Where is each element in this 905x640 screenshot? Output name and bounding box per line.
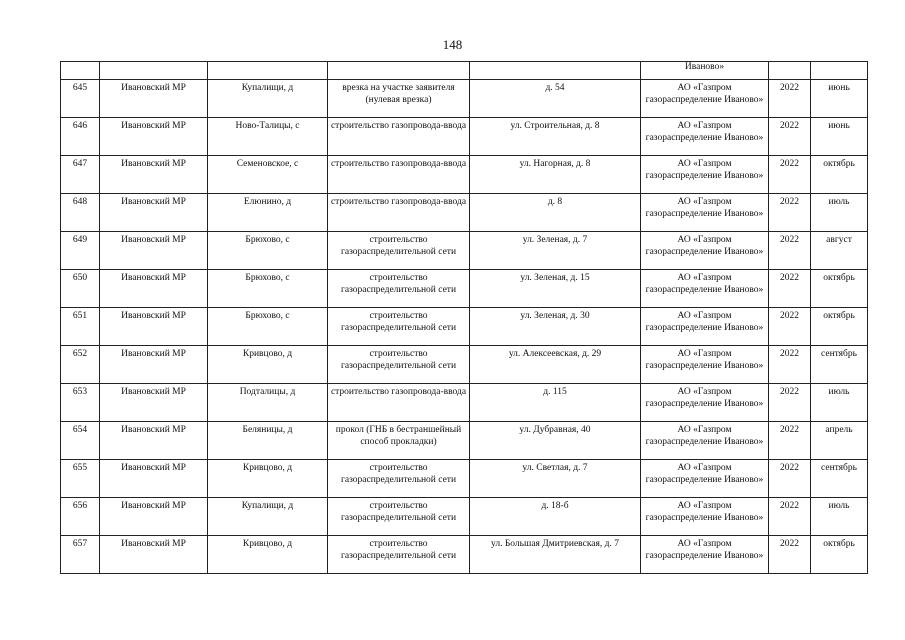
cell-year: 2022: [769, 536, 811, 574]
cell-year: 2022: [769, 156, 811, 194]
cell-number: 645: [61, 80, 100, 118]
cell-year: 2022: [769, 118, 811, 156]
cell-address: ул. Зеленая, д. 30: [470, 308, 641, 346]
cell-number: 650: [61, 270, 100, 308]
cell-address: ул. Нагорная, д. 8: [470, 156, 641, 194]
cell-year: 2022: [769, 460, 811, 498]
cell-year: 2022: [769, 346, 811, 384]
gas-works-table: [60, 61, 868, 574]
cell-organization: АО «Газпром газораспределение Иваново»: [641, 422, 769, 460]
cell-number: 654: [61, 422, 100, 460]
cell-organization: АО «Газпром газораспределение Иваново»: [641, 346, 769, 384]
cell-month: июнь: [811, 80, 868, 118]
cell-address: ул. Зеленая, д. 7: [470, 232, 641, 270]
cell-organization: АО «Газпром газораспределение Иваново»: [641, 308, 769, 346]
cell-organization: Иваново»: [641, 62, 769, 80]
cell-year: 2022: [769, 498, 811, 536]
cell-locality: Кривцово, д: [208, 460, 328, 498]
cell-locality: Брюхово, с: [208, 270, 328, 308]
cell-work-type: прокол (ГНБ в бестраншейный способ прокладки): [328, 422, 470, 460]
cell-district: Ивановский МР: [100, 422, 208, 460]
cell-number: 651: [61, 308, 100, 346]
cell-month: июнь: [811, 118, 868, 156]
cell-month: апрель: [811, 422, 868, 460]
table-row: [61, 460, 868, 498]
cell-locality: Семеновское, с: [208, 156, 328, 194]
cell-address: д. 115: [470, 384, 641, 422]
cell-address: д. 18-б: [470, 498, 641, 536]
cell-number: 648: [61, 194, 100, 232]
table-row: [61, 308, 868, 346]
cell-district: Ивановский МР: [100, 270, 208, 308]
cell-district: Ивановский МР: [100, 346, 208, 384]
cell-empty: [100, 62, 208, 80]
table-row: [61, 118, 868, 156]
cell-organization: АО «Газпром газораспределение Иваново»: [641, 270, 769, 308]
cell-work-type: строительство газораспределительной сети: [328, 232, 470, 270]
cell-locality: Купалищи, д: [208, 498, 328, 536]
cell-district: Ивановский МР: [100, 80, 208, 118]
cell-work-type: строительство газораспределительной сети: [328, 308, 470, 346]
cell-district: Ивановский МР: [100, 232, 208, 270]
table-row: [61, 422, 868, 460]
cell-district: Ивановский МР: [100, 384, 208, 422]
table-row: [61, 536, 868, 574]
page-number: 148: [442, 37, 463, 52]
cell-empty: [811, 62, 868, 80]
cell-empty: [208, 62, 328, 80]
cell-number: 647: [61, 156, 100, 194]
cell-month: октябрь: [811, 536, 868, 574]
cell-locality: Ново-Талицы, с: [208, 118, 328, 156]
cell-organization: АО «Газпром газораспределение Иваново»: [641, 498, 769, 536]
cell-address: д. 54: [470, 80, 641, 118]
cell-work-type: строительство газораспределительной сети: [328, 346, 470, 384]
cell-organization: АО «Газпром газораспределение Иваново»: [641, 536, 769, 574]
cell-year: 2022: [769, 270, 811, 308]
cell-address: ул. Светлая, д. 7: [470, 460, 641, 498]
cell-locality: Елюнино, д: [208, 194, 328, 232]
cell-district: Ивановский МР: [100, 308, 208, 346]
table-row: [61, 80, 868, 118]
cell-month: сентябрь: [811, 346, 868, 384]
cell-district: Ивановский МР: [100, 156, 208, 194]
table-row: [61, 270, 868, 308]
cell-district: Ивановский МР: [100, 536, 208, 574]
cell-number: 657: [61, 536, 100, 574]
cell-locality: Купалищи, д: [208, 80, 328, 118]
cell-month: октябрь: [811, 270, 868, 308]
cell-number: 649: [61, 232, 100, 270]
cell-locality: Брюхово, с: [208, 232, 328, 270]
cell-organization: АО «Газпром газораспределение Иваново»: [641, 460, 769, 498]
cell-locality: Подталицы, д: [208, 384, 328, 422]
cell-organization: АО «Газпром газораспределение Иваново»: [641, 194, 769, 232]
cell-month: октябрь: [811, 308, 868, 346]
continuation-row: [61, 62, 868, 80]
cell-work-type: строительство газопровода-ввода: [328, 384, 470, 422]
cell-locality: Кривцово, д: [208, 536, 328, 574]
cell-address: ул. Строительная, д. 8: [470, 118, 641, 156]
table-row: [61, 232, 868, 270]
cell-work-type: строительство газораспределительной сети: [328, 536, 470, 574]
cell-work-type: врезка на участке заявителя (нулевая врезка): [328, 80, 470, 118]
table-row: [61, 346, 868, 384]
cell-month: июль: [811, 498, 868, 536]
cell-organization: АО «Газпром газораспределение Иваново»: [641, 384, 769, 422]
cell-number: 646: [61, 118, 100, 156]
cell-district: Ивановский МР: [100, 194, 208, 232]
table-row: [61, 498, 868, 536]
cell-year: 2022: [769, 384, 811, 422]
cell-locality: Брюхово, с: [208, 308, 328, 346]
cell-district: Ивановский МР: [100, 460, 208, 498]
cell-number: 656: [61, 498, 100, 536]
cell-month: июль: [811, 384, 868, 422]
cell-organization: АО «Газпром газораспределение Иваново»: [641, 118, 769, 156]
cell-organization: АО «Газпром газораспределение Иваново»: [641, 232, 769, 270]
cell-year: 2022: [769, 308, 811, 346]
cell-organization: АО «Газпром газораспределение Иваново»: [641, 156, 769, 194]
table-row: [61, 194, 868, 232]
cell-year: 2022: [769, 194, 811, 232]
cell-month: октябрь: [811, 156, 868, 194]
cell-address: ул. Большая Дмитриевская, д. 7: [470, 536, 641, 574]
cell-address: ул. Дубравная, 40: [470, 422, 641, 460]
cell-address: ул. Зеленая, д. 15: [470, 270, 641, 308]
cell-work-type: строительство газораспределительной сети: [328, 460, 470, 498]
cell-address: д. 8: [470, 194, 641, 232]
cell-year: 2022: [769, 80, 811, 118]
cell-district: Ивановский МР: [100, 498, 208, 536]
cell-work-type: строительство газораспределительной сети: [328, 270, 470, 308]
cell-locality: Беляницы, д: [208, 422, 328, 460]
cell-work-type: строительство газопровода-ввода: [328, 156, 470, 194]
cell-month: август: [811, 232, 868, 270]
cell-year: 2022: [769, 232, 811, 270]
cell-locality: Кривцово, д: [208, 346, 328, 384]
cell-district: Ивановский МР: [100, 118, 208, 156]
cell-work-type: строительство газопровода-ввода: [328, 194, 470, 232]
cell-month: июль: [811, 194, 868, 232]
cell-number: 652: [61, 346, 100, 384]
cell-empty: [61, 62, 100, 80]
cell-month: сентябрь: [811, 460, 868, 498]
cell-work-type: строительство газораспределительной сети: [328, 498, 470, 536]
cell-work-type: строительство газопровода-ввода: [328, 118, 470, 156]
cell-number: 653: [61, 384, 100, 422]
table-row: [61, 384, 868, 422]
cell-address: ул. Алексеевская, д. 29: [470, 346, 641, 384]
cell-empty: [470, 62, 641, 80]
cell-empty: [328, 62, 470, 80]
cell-organization: АО «Газпром газораспределение Иваново»: [641, 80, 769, 118]
table-row: [61, 156, 868, 194]
cell-empty: [769, 62, 811, 80]
cell-number: 655: [61, 460, 100, 498]
cell-year: 2022: [769, 422, 811, 460]
